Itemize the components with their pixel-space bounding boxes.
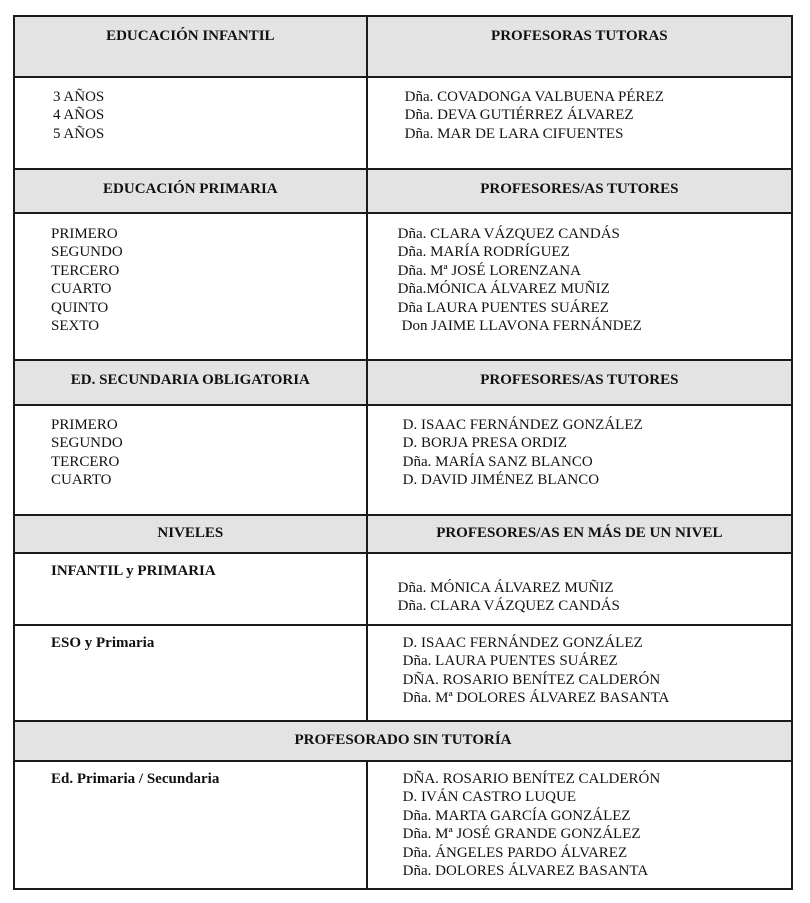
level-item: 3 AÑOS [53, 89, 105, 105]
section-body-row [14, 213, 792, 360]
section-header-cell [367, 360, 792, 405]
section-header-row [14, 169, 792, 213]
section-title: PROFESORAS TUTORAS [491, 28, 668, 44]
levels-cell [14, 213, 367, 360]
section-title: EDUCACIÓN INFANTIL [106, 28, 275, 44]
level-item: PRIMERO [51, 417, 118, 433]
section-header-row [14, 721, 792, 761]
section-title: NIVELES [157, 525, 224, 541]
level-item: QUINTO [51, 299, 109, 316]
teachers-cell [367, 761, 792, 889]
group-label: ESO y Primaria [51, 635, 155, 651]
level-item: SEGUNDO [51, 435, 123, 452]
teachers-cell [367, 553, 792, 625]
teacher-item: Dña. CLARA VÁZQUEZ CANDÁS [397, 226, 620, 242]
levels-list [15, 78, 366, 143]
multi-level-row [14, 553, 792, 625]
group-label: Ed. Primaria / Secundaria [51, 771, 220, 787]
level-item: TERCERO [51, 262, 120, 279]
teacher-item: Dña. ÁNGELES PARDO ÁLVAREZ [402, 844, 628, 861]
section-header-cell [367, 515, 792, 553]
tutors-table [13, 15, 793, 890]
teachers-list [368, 762, 791, 880]
teacher-item: D. ISAAC FERNÁNDEZ GONZÁLEZ [402, 417, 643, 433]
teacher-item: Dña. COVADONGA VALBUENA PÉREZ [404, 89, 664, 105]
levels-cell [14, 77, 367, 169]
teachers-cell [367, 405, 792, 515]
level-item: SEXTO [51, 318, 100, 335]
teacher-item: DÑA. ROSARIO BENÍTEZ CALDERÓN [402, 671, 661, 688]
teachers-list [368, 626, 791, 708]
teacher-item: Dña. MARÍA SANZ BLANCO [402, 453, 593, 470]
teacher-item: Dña.MÓNICA ÁLVAREZ MUÑIZ [397, 281, 610, 298]
teacher-item: DÑA. ROSARIO BENÍTEZ CALDERÓN [402, 771, 661, 787]
teachers-list [368, 554, 791, 616]
level-item: CUARTO [51, 281, 112, 298]
section-header-cell [14, 721, 792, 761]
levels-list [15, 214, 366, 335]
teacher-item: Dña. MARTA GARCÍA GONZÁLEZ [402, 807, 631, 824]
section-title: PROFESORES/AS TUTORES [480, 181, 679, 197]
group-label-cell [14, 761, 367, 889]
teacher-item: D. ISAAC FERNÁNDEZ GONZÁLEZ [402, 635, 643, 651]
level-item: SEGUNDO [51, 244, 123, 261]
level-item: 4 AÑOS [53, 107, 105, 124]
teachers-list [368, 406, 791, 490]
section-title: PROFESORES/AS EN MÁS DE UN NIVEL [436, 525, 723, 541]
section-header-cell [14, 169, 367, 213]
teachers-cell [367, 213, 792, 360]
section-title: ED. SECUNDARIA OBLIGATORIA [70, 372, 310, 388]
section-header-row [14, 515, 792, 553]
teacher-item: Dña. Mª JOSÉ GRANDE GONZÁLEZ [402, 826, 641, 843]
teacher-item: D. DAVID JIMÉNEZ BLANCO [402, 472, 600, 489]
section-header-cell [14, 515, 367, 553]
section-header-cell [367, 169, 792, 213]
group-label-cell [14, 625, 367, 721]
section-title: PROFESORADO SIN TUTORÍA [294, 732, 512, 748]
teacher-item: Dña. CLARA VÁZQUEZ CANDÁS [397, 598, 620, 615]
section-header-cell [14, 16, 367, 77]
section-header-row [14, 16, 792, 77]
section-title: PROFESORES/AS TUTORES [480, 372, 679, 388]
teacher-item: D. IVÁN CASTRO LUQUE [402, 789, 576, 806]
teacher-item: Dña. MAR DE LARA CIFUENTES [404, 125, 624, 142]
teacher-item: Dña. Mª DOLORES ÁLVAREZ BASANTA [402, 690, 670, 707]
teacher-item: Dña LAURA PUENTES SUÁREZ [397, 299, 609, 316]
group-label-cell [14, 553, 367, 625]
teacher-item: Dña. LAURA PUENTES SUÁREZ [402, 653, 618, 670]
teachers-list [368, 78, 791, 143]
teachers-cell [367, 77, 792, 169]
group-label: INFANTIL y PRIMARIA [51, 563, 216, 579]
section-body-row [14, 77, 792, 169]
section-title: EDUCACIÓN PRIMARIA [103, 181, 278, 197]
teacher-item: Dña. MÓNICA ÁLVAREZ MUÑIZ [397, 580, 614, 596]
teacher-item: Dña. DOLORES ÁLVAREZ BASANTA [402, 863, 649, 880]
teacher-item: D. BORJA PRESA ORDIZ [402, 435, 567, 452]
teacher-item: Dña. Mª JOSÉ LORENZANA [397, 262, 581, 279]
levels-list [15, 406, 366, 490]
levels-cell [14, 405, 367, 515]
teacher-item: Dña. DEVA GUTIÉRREZ ÁLVAREZ [404, 107, 634, 124]
multi-level-row [14, 625, 792, 721]
level-item: PRIMERO [51, 226, 118, 242]
teacher-item: Dña. MARÍA RODRÍGUEZ [397, 244, 570, 261]
level-item: 5 AÑOS [53, 125, 105, 142]
section-body-row [14, 405, 792, 515]
section-header-cell [14, 360, 367, 405]
level-item: CUARTO [51, 472, 112, 489]
no-tutor-row [14, 761, 792, 889]
section-header-cell [367, 16, 792, 77]
teachers-list [368, 214, 791, 335]
teachers-cell [367, 625, 792, 721]
teacher-item: Don JAIME LLAVONA FERNÁNDEZ [401, 318, 642, 335]
section-header-row [14, 360, 792, 405]
level-item: TERCERO [51, 453, 120, 470]
